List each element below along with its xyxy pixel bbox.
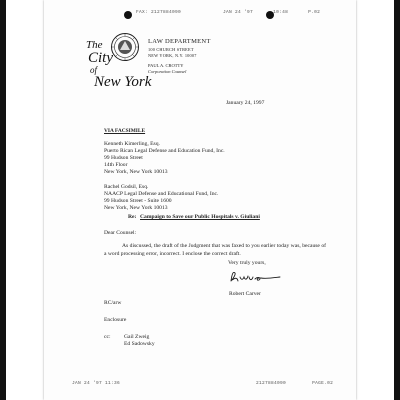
closing: Very truly yours, — [228, 260, 266, 266]
department-name: LAW DEPARTMENT — [148, 38, 211, 45]
fax-footer — [72, 381, 333, 386]
address-line: 99 Hudson Street — [104, 155, 143, 161]
punch-hole-left — [124, 11, 132, 19]
recipient-address-1 — [104, 141, 225, 176]
delivery-method: VIA FACSIMILE — [104, 128, 146, 134]
address-line: Rachel Godsil, Esq. — [104, 184, 149, 190]
fax-header — [136, 10, 320, 15]
scan-edge-left — [0, 0, 6, 400]
cc-list — [124, 334, 155, 348]
address-line: New York, New York 10013 — [104, 169, 168, 175]
subject-label: Re: — [128, 214, 137, 220]
counsel-name: PAUL A. CROTTY — [148, 63, 184, 69]
fax-header-time: 10:48 — [273, 10, 289, 15]
scan-edge-right — [394, 0, 400, 400]
cc-label: cc: — [104, 334, 111, 340]
fax-footer-date: JAN 24 '97 11:36 — [72, 381, 121, 386]
logo-the: The — [86, 39, 103, 51]
city-seal-icon — [110, 32, 140, 62]
address-line: NAACP Legal Defense and Educational Fund, Inc. — [104, 191, 219, 197]
cc-name: Gail Zweig — [124, 334, 150, 340]
address-line: 99 Hudson Street - Suite 1600 — [104, 198, 172, 204]
salutation: Dear Counsel: — [104, 230, 137, 236]
department-city: NEW YORK, N.Y. 10007 — [148, 52, 197, 58]
address-line: Puerto Rican Legal Defense and Education Fund, Inc. — [104, 148, 225, 154]
body-paragraph: As discussed, the draft of the Judgment that was faxed to you earlier today was, because of a word processing error, incorrect. I enclose the correct draft. — [104, 243, 326, 257]
subject-line: Campaign to Save our Public Hospitals v. Giuliani — [140, 214, 260, 220]
cc-name: Ed Sadowsky — [124, 341, 155, 347]
department-street: 100 CHURCH STREET — [148, 46, 194, 52]
department-block — [148, 38, 211, 75]
address-line: Kenneth Kimerling, Esq. — [104, 141, 160, 147]
typist-initials: RC/arw — [104, 300, 122, 306]
handwritten-signature — [228, 268, 288, 286]
address-line: 14th Floor — [104, 162, 128, 168]
fax-header-page: P.02 — [308, 10, 321, 15]
fax-header-date: JAN 24 '97 — [223, 10, 254, 15]
letter-date: January 24, 1997 — [226, 100, 265, 106]
counsel-title: Corporation Counsel — [148, 69, 187, 75]
signer-name: Robert Carver — [229, 291, 261, 297]
logo-city: City — [88, 50, 113, 66]
recipient-address-2 — [104, 184, 218, 212]
logo-new-york: New York — [94, 74, 152, 90]
logo-of: of — [90, 65, 98, 75]
enclosure-note: Enclosure — [104, 317, 127, 323]
address-line: New York, New York 10013 — [104, 205, 168, 211]
fax-header-number: FAX: 2127884090 — [136, 10, 182, 15]
fax-footer-number: 2127884090 — [256, 381, 287, 386]
fax-footer-page: PAGE.02 — [312, 381, 334, 386]
